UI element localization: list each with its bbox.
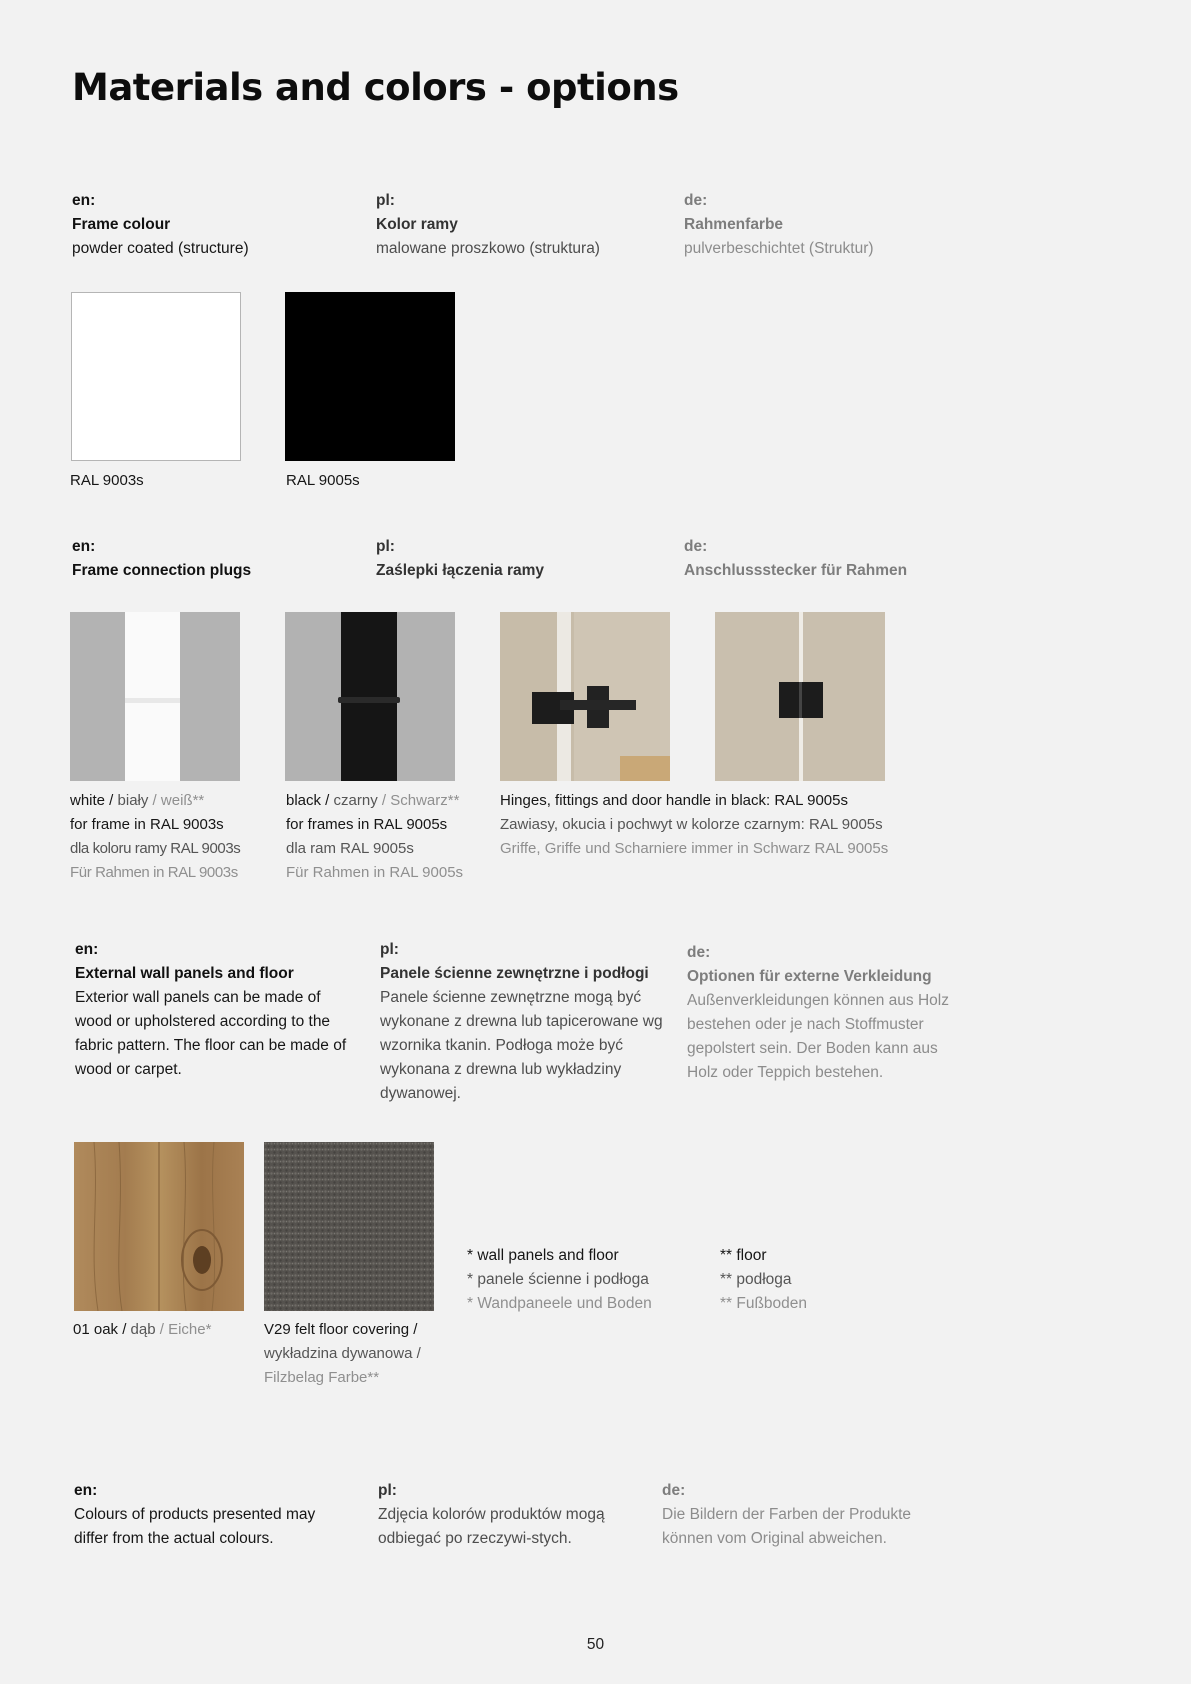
caption-white-plug: white / biały / weiß** for frame in RAL 9003s dla koloru ramy RAL 9003s Für Rahmen in RAL 9003s xyxy=(70,792,241,881)
external-text-en: Exterior wall panels can be made of wood or upholstered according to the fabric pattern. The floor can be made of wood or carpet. xyxy=(75,989,347,1078)
external-en xyxy=(75,938,360,1082)
disclaimer-de xyxy=(662,1479,952,1551)
lang-label-de: de: xyxy=(662,1482,686,1499)
plugs-title-en: Frame connection plugs xyxy=(72,562,252,579)
caption-oak: 01 oak / dąb / Eiche* xyxy=(73,1321,212,1338)
disclaimer-text-en: Colours of products presented may differ from the actual colours. xyxy=(74,1506,316,1547)
plugs-de xyxy=(684,535,984,583)
lang-label-en: en: xyxy=(72,538,96,555)
photo-hinge xyxy=(715,612,885,781)
photo-black-plug xyxy=(285,612,455,781)
lang-label-pl: pl: xyxy=(376,538,395,555)
photo-oak xyxy=(74,1142,244,1311)
disclaimer-pl xyxy=(378,1479,613,1551)
caption-black-plug: black / czarny / Schwarz** for frames in RAL 9005s dla ram RAL 9005s Für Rahmen in RAL 9005s xyxy=(286,792,464,881)
external-text-pl: Panele ścienne zewnętrzne mogą być wykonane z drewna lub tapicerowane wg wzornika tkanin. Podłoga może być wykonana z drewna lub wykładziny dywanowej. xyxy=(380,989,663,1102)
lang-label-pl: pl: xyxy=(376,192,395,209)
external-text-de: Außenverkleidungen können aus Holz bestehen oder je nach Stoffmuster gepolstert sein. Der Boden kann aus Holz oder Teppich bestehen. xyxy=(687,992,949,1081)
footnote-double-asterisk: ** floor ** podłoga ** Fußboden xyxy=(720,1247,808,1312)
frame-colour-en xyxy=(72,189,362,261)
plugs-pl xyxy=(376,535,666,583)
frame-colour-pl xyxy=(376,189,666,261)
external-de xyxy=(687,941,972,1085)
lang-label-en: en: xyxy=(72,192,96,209)
frame-colour-de xyxy=(684,189,974,261)
caption-hinges: Hinges, fittings and door handle in black: RAL 9005s Zawiasy, okucia i pochwyt w kolorze czarnym: RAL 9005s Griffe, Griffe und Scharniere immer in Schwarz RAL 9005s xyxy=(500,792,889,857)
external-title-pl: Panele ścienne zewnętrzne i podłogi xyxy=(380,965,649,982)
swatch-ral-9005s xyxy=(285,292,455,461)
plugs-en xyxy=(72,535,362,583)
lang-label-de: de: xyxy=(684,538,708,555)
lang-label-de: de: xyxy=(684,192,708,209)
frame-colour-title-en: Frame colour xyxy=(72,216,171,233)
lang-label-en: en: xyxy=(75,941,99,958)
lang-label-pl: pl: xyxy=(380,941,399,958)
external-pl xyxy=(380,938,665,1106)
footnote-single-asterisk: * wall panels and floor * panele ścienne i podłoga * Wandpaneele und Boden xyxy=(467,1247,652,1312)
swatch-label-ral-9003s: RAL 9003s xyxy=(70,472,144,489)
photo-white-plug xyxy=(70,612,240,781)
frame-colour-text-pl: malowane proszkowo (struktura) xyxy=(376,240,600,257)
plugs-title-de: Anschlussstecker für Rahmen xyxy=(684,562,908,579)
swatch-label-ral-9005s: RAL 9005s xyxy=(286,472,360,489)
external-title-de: Optionen für externe Verkleidung xyxy=(687,968,932,985)
frame-colour-title-pl: Kolor ramy xyxy=(376,216,458,233)
lang-label-pl: pl: xyxy=(378,1482,397,1499)
external-title-en: External wall panels and floor xyxy=(75,965,294,982)
frame-colour-text-de: pulverbeschichtet (Struktur) xyxy=(684,240,874,257)
frame-colour-title-de: Rahmenfarbe xyxy=(684,216,784,233)
lang-label-de: de: xyxy=(687,944,711,961)
disclaimer-text-pl: Zdjęcia kolorów produktów mogą odbiegać po rzeczywi-stych. xyxy=(378,1506,605,1547)
plugs-title-pl: Zaślepki łączenia ramy xyxy=(376,562,545,579)
page-number: 50 xyxy=(586,1636,605,1653)
disclaimer-en xyxy=(74,1479,349,1551)
lang-label-en: en: xyxy=(74,1482,98,1499)
page-title: Materials and colors - options xyxy=(72,66,679,109)
frame-colour-text-en: powder coated (structure) xyxy=(72,240,249,257)
caption-felt: V29 felt floor covering / wykładzina dywanowa / Filzbelag Farbe** xyxy=(264,1321,421,1386)
disclaimer-text-de: Die Bildern der Farben der Produkte können vom Original abweichen. xyxy=(662,1506,911,1547)
photo-felt xyxy=(264,1142,434,1311)
photo-door-handle xyxy=(500,612,670,781)
swatch-ral-9003s xyxy=(71,292,241,461)
